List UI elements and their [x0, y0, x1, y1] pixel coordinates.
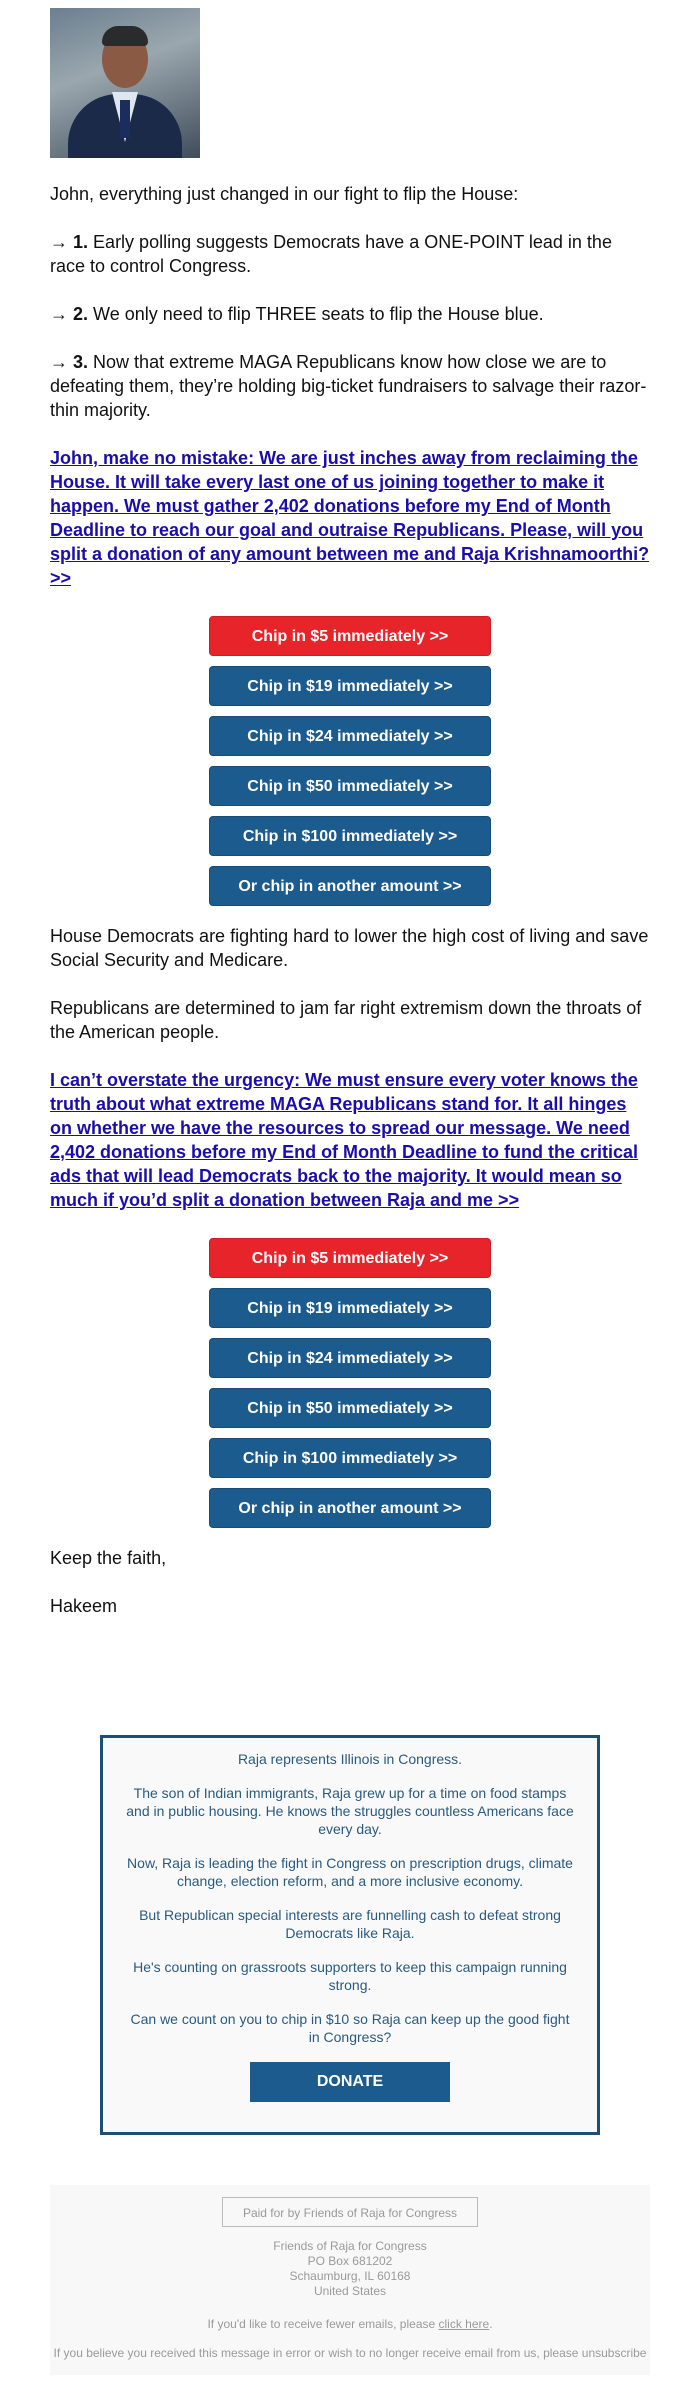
point-1-num: 1. — [73, 232, 89, 252]
cta-link-1[interactable]: John, make no mistake: We are just inches away from reclaiming the House. It will take every last one of us joining together to make it happen. We must gather 2,402 donations before my End of Month Deadline to reach our goal and outraise Republicans. Please, will you split a donation of any amount between me and Raja Krishnamoorthi? >> — [50, 448, 650, 588]
box-para-2: The son of Indian immigrants, Raja grew up for a time on food stamps and in public housing. He knows the struggles countless Americans face every day. — [126, 1785, 574, 1837]
chip-other-button[interactable]: Or chip in another amount >> — [209, 1488, 491, 1528]
chip-100-button[interactable]: Chip in $100 immediately >> — [209, 1438, 491, 1478]
raja-info-box — [100, 1735, 600, 2135]
chip-50-button[interactable]: Chip in $50 immediately >> — [209, 766, 491, 806]
footer-po-box: PO Box 681202 — [307, 2254, 393, 2268]
body-para-2: Republicans are determined to jam far right extremism down the throats of the American people. — [50, 998, 642, 1042]
footer-city: Schaumburg, IL 60168 — [289, 2269, 411, 2283]
chip-19-button[interactable]: Chip in $19 immediately >> — [209, 1288, 491, 1328]
body-para-1: House Democrats are fighting hard to lower the high cost of living and save Social Security and Medicare. — [50, 926, 649, 970]
chip-24-button[interactable]: Chip in $24 immediately >> — [209, 716, 491, 756]
point-3-num: 3. — [73, 352, 89, 372]
chip-5-button[interactable]: Chip in $5 immediately >> — [209, 616, 491, 656]
intro-text: John, everything just changed in our fight to flip the House: — [50, 184, 519, 204]
donate-button[interactable]: DONATE — [250, 2062, 450, 2102]
point-2-num: 2. — [73, 304, 89, 324]
point-1 — [50, 230, 650, 278]
point-1-text: Early polling suggests Democrats have a ONE-POINT lead in the race to control Congress. — [50, 232, 612, 276]
box-para-3: Now, Raja is leading the fight in Congress on prescription drugs, climate change, election reform, and a more inclusive economy. — [127, 1855, 573, 1889]
arrow-icon: → — [50, 304, 68, 324]
click-here-link[interactable]: click here — [438, 2317, 490, 2331]
signoff: Keep the faith, — [50, 1548, 167, 1568]
box-para-1: Raja represents Illinois in Congress. — [237, 1751, 463, 1767]
box-para-4: But Republican special interests are funnelling cash to defeat strong Democrats like Raja. — [139, 1907, 561, 1941]
fewer-emails-line — [50, 2317, 650, 2332]
chip-50-button[interactable]: Chip in $50 immediately >> — [209, 1388, 491, 1428]
footer — [50, 2185, 650, 2375]
arrow-icon: → — [50, 352, 68, 372]
fewer-emails-period: . — [489, 2317, 493, 2331]
box-para-5: He's counting on grassroots supporters to keep this campaign running strong. — [133, 1959, 567, 1993]
fewer-emails-text: If you'd like to receive fewer emails, please — [207, 2317, 436, 2331]
point-3-text: Now that extreme MAGA Republicans know how close we are to defeating them, they’re holding big-ticket fundraisers to salvage their razor-thin majority. — [50, 352, 647, 420]
point-2 — [50, 302, 650, 326]
candidate-photo — [50, 8, 200, 158]
chip-100-button[interactable]: Chip in $100 immediately >> — [209, 816, 491, 856]
chip-19-button[interactable]: Chip in $19 immediately >> — [209, 666, 491, 706]
donation-buttons-2 — [209, 1238, 491, 1528]
footer-org: Friends of Raja for Congress — [273, 2239, 427, 2253]
donation-buttons-1 — [209, 616, 491, 906]
cta-link-2[interactable]: I can’t overstate the urgency: We must ensure every voter knows the truth about what extreme MAGA Republicans stand for. It all hinges on whether we have the resources to spread our message. We need 2,402 donations before my End of Month Deadline to fund the critical ads that will lead Democrats back to the majority. It would mean so much if you’d split a donation between Raja and me >> — [50, 1070, 639, 1210]
unsubscribe-line[interactable]: If you believe you received this message in error or wish to no longer receive email from us, please unsubscribe — [53, 2346, 647, 2360]
chip-5-button[interactable]: Chip in $5 immediately >> — [209, 1238, 491, 1278]
box-para-6: Can we count on you to chip in $10 so Raja can keep up the good fight in Congress? — [130, 2011, 570, 2045]
chip-24-button[interactable]: Chip in $24 immediately >> — [209, 1338, 491, 1378]
paid-for-disclaimer: Paid for by Friends of Raja for Congress — [222, 2197, 478, 2227]
point-3 — [50, 350, 650, 422]
point-2-text: We only need to flip THREE seats to flip the House blue. — [93, 304, 544, 324]
footer-country: United States — [313, 2284, 387, 2298]
chip-other-button[interactable]: Or chip in another amount >> — [209, 866, 491, 906]
arrow-icon: → — [50, 232, 68, 252]
signature: Hakeem — [50, 1596, 118, 1616]
